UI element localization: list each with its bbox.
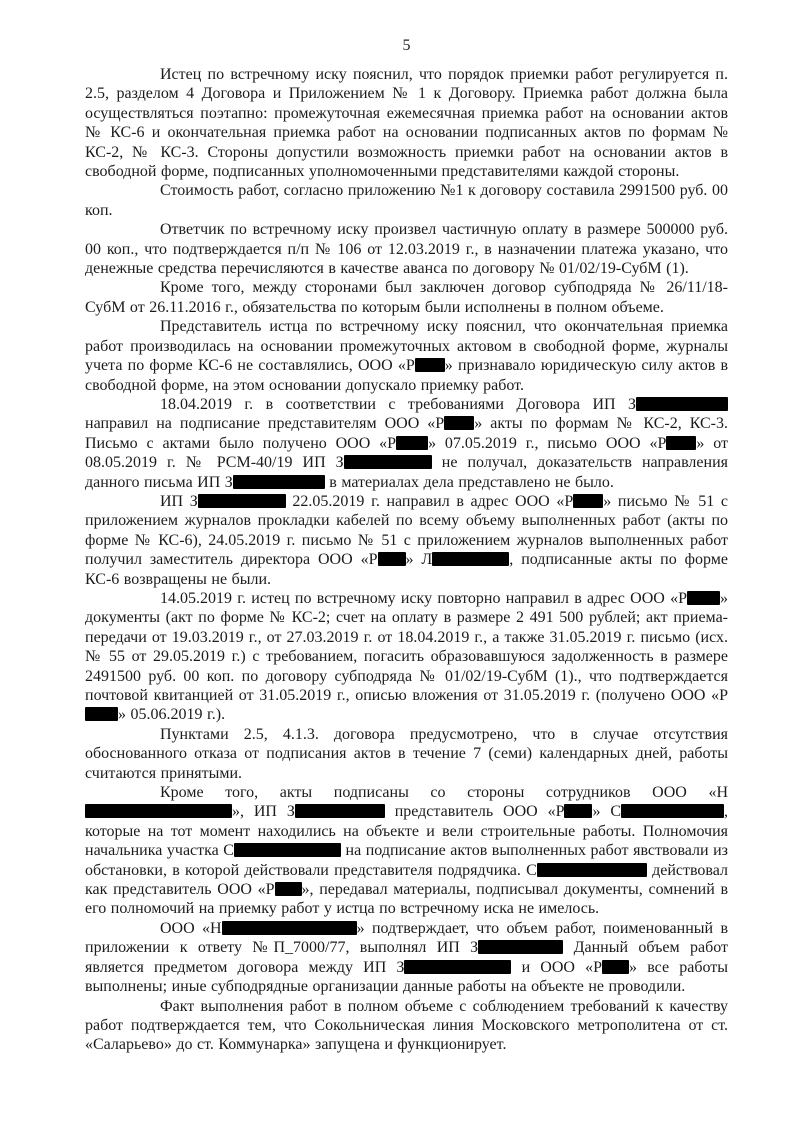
redaction-bar	[344, 455, 432, 469]
redaction-bar	[537, 863, 647, 877]
redaction-bar	[85, 707, 118, 721]
redaction-bar	[602, 960, 629, 974]
redaction-bar	[378, 552, 406, 566]
redaction-bar	[233, 475, 325, 489]
redaction-bar	[621, 804, 724, 818]
paragraph-3: Ответчик по встречному иску произвел частичную оплату в размере 500000 руб. 00 коп., что подтверждается п/п № 106 от 12.03.2019 г., в назначении платежа указано, что денежные средства перечисляются в качестве аванса по договору № 01/02/19-СубМ (1).	[85, 221, 728, 278]
redaction-bar	[573, 494, 603, 508]
redaction-bar	[636, 397, 728, 411]
paragraph-9: Пунктами 2.5, 4.1.3. договора предусмотрено, что в случае отсутствия обоснованного отказа от подписания актов в течение 7 (семи) календарных дней, работы считаются принятыми.	[85, 725, 728, 782]
paragraph-4: Кроме того, между сторонами был заключен договор субподряда № 26/11/18-СубМ от 26.11.2016 г., обязательства по которым были исполнены в полном объеме.	[85, 279, 728, 316]
redaction-bar	[396, 436, 428, 450]
redaction-bar	[564, 804, 592, 818]
redaction-bar	[404, 960, 511, 974]
page-number: 5	[402, 37, 411, 54]
paragraph-8: 14.05.2019 г. истец по встречному иску повторно направил в адрес ООО «Р » документы (акт по форме № КС-2; счет на оплату в размере 2 491 500 рублей; акт приема-передачи от 19.03.2019 г., от 27.03.2019 г. от 18.04.2019 г., а также 31.05.2019 г. письмо (исх. № 55 от 29.05.2019 г.) с требованием, погасить образовавшуюся задолженность в размере 2491500 руб. 00 коп. по договору субподряда № 01/02/19-СубМ (1)., что подтверждается почтовой квитанцией от 31.05.2019 г., описью вложения от 31.05.2019 г. (получено ООО «Р» 05.06.2019 г.).	[85, 589, 728, 724]
paragraph-12: Факт выполнения работ в полном объеме с соблюдением требований к качеству работ подтверждается тем, что Сокольническая линия Московского метрополитена от ст. «Саларьево» до ст. Коммунарка» запущена и функционирует.	[85, 997, 728, 1054]
redaction-bar	[687, 591, 720, 605]
paragraph-7: ИП З 22.05.2019 г. направил в адрес ООО «Р » письмо № 51 с приложением журналов прокладки кабелей по всему объему выполненных работ (акты по форме № КС-6), 24.05.2019 г. письмо № 51 с приложением журналов выполненных работ получил заместитель директора ООО «Р » Л , подписанные акты по форме КС-6 возвращены не были.	[85, 492, 729, 588]
paragraph-2: Стоимость работ, согласно приложению №1 к договору составила 2991500 руб. 00 коп.	[85, 182, 728, 219]
paragraph-5: Представитель истца по встречному иску пояснил, что окончательная приемка работ производилась на основании промежуточных актовом в свободной форме, журналы учета по форме КС-6 не составлялись, ООО «Р » признавало юридическую силу актов в свободной форме, на этом основании допускало приемку работ.	[85, 318, 729, 394]
document-body	[85, 65, 728, 1055]
paragraph-1: Истец по встречному иску пояснил, что порядок приемки работ регулируется п. 2.5, разделом 4 Договора и Приложением № 1 к Договору. Приемка работ должна была осуществляться поэтапно: промежуточная ежемесячная приемка работ на основании актов № КС-6 и окончательная приемка работ на основании подписанных актов по формам № КС-2, № КС-3. Стороны допустили возможность приемки работ на основании актов в свободной форме, подписанных уполномоченными представителями каждой стороны.	[85, 66, 728, 181]
redaction-bar	[275, 882, 302, 896]
redaction-bar	[444, 416, 474, 430]
redaction-bar	[222, 921, 357, 935]
redaction-bar	[295, 804, 385, 818]
redaction-bar	[234, 843, 341, 857]
redaction-bar	[432, 552, 509, 566]
redaction-bar	[85, 804, 232, 818]
redaction-bar	[415, 358, 445, 372]
redaction-bar	[478, 940, 563, 954]
redaction-bar	[666, 436, 696, 450]
redaction-bar	[198, 494, 286, 508]
paragraph-10: Кроме того, акты подписаны со стороны сотрудников ООО «Н», ИП З представитель ООО «Р » С , которые на тот момент находились на объекте и вели строительные работы. Полномочия начальника участка С на подписание актов выполненных работ явствовали из обстановки, в которой действовали представителя подрядчика. С действовал как представитель ООО «Р », передавал материалы, подписывал документы, сомнений в его полномочий на приемку работ у истца по встречному иска не имелось.	[85, 784, 729, 918]
paragraph-11: ООО «Н » подтверждает, что объем работ, поименованный в приложении к ответу №П_7000/77, выполнял ИП З Данный объем работ является предметом договора между ИП З и ООО «Р » все работы выполнены; иные субподрядные организации данные работы на объекте не проводили.	[85, 919, 729, 996]
paragraph-6: 18.04.2019 г. в соответствии с требованиями Договора ИП З направил на подписание представителям ООО «Р » акты по формам № КС-2, КС-3. Письмо с актами было получено ООО «Р » 07.05.2019 г., письмо ООО «Р » от 08.05.2019 г. № РСМ-40/19 ИП З не получал, доказательств направления данного письма ИП З в материалах дела представлено не было.	[85, 395, 729, 491]
